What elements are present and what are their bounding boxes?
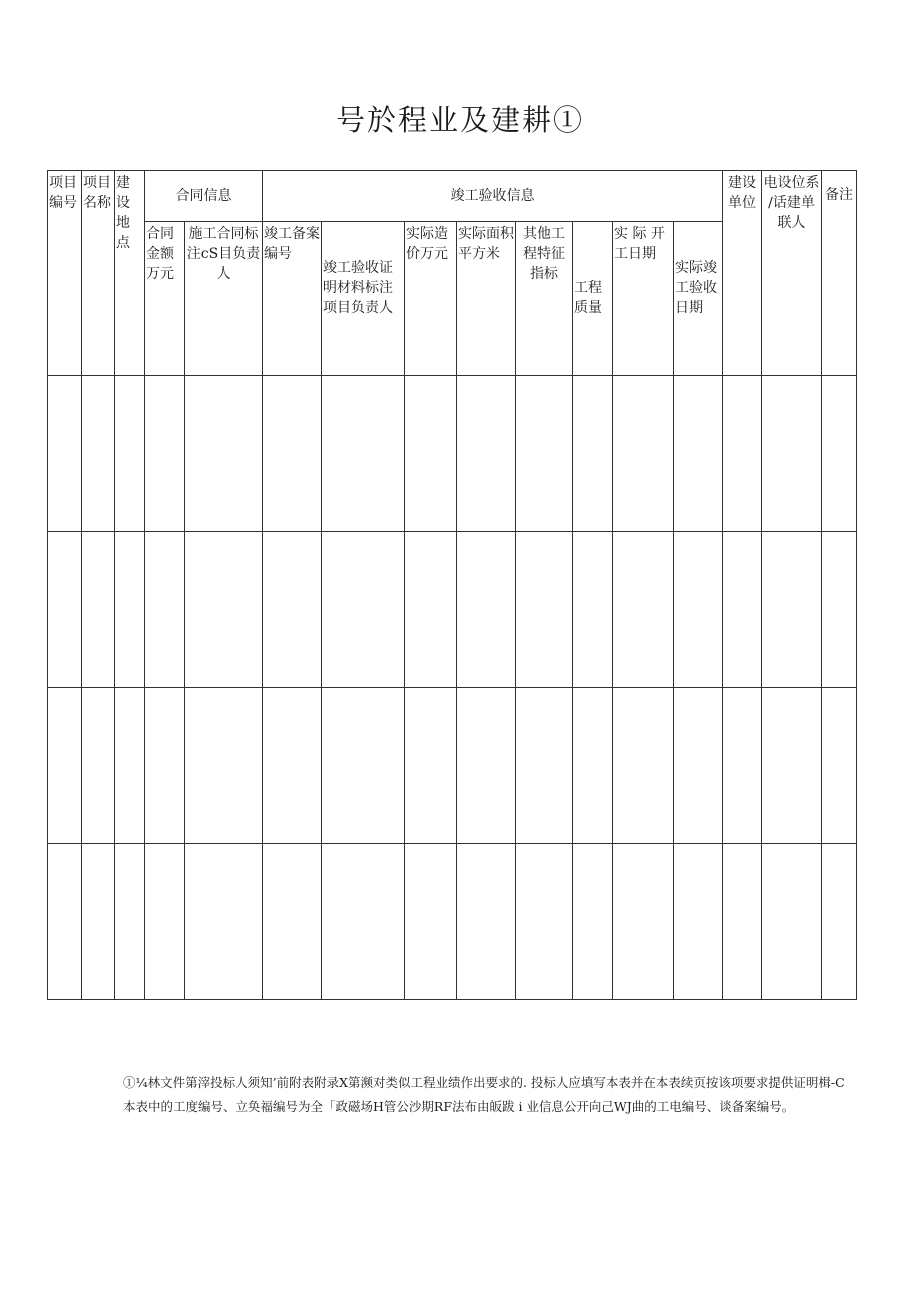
table-cell[interactable] [762, 844, 822, 1000]
table-cell[interactable] [613, 844, 674, 1000]
table-cell[interactable] [145, 532, 185, 688]
header-location: 建设地点 [115, 171, 145, 376]
table-cell[interactable] [457, 376, 516, 532]
table-cell[interactable] [145, 844, 185, 1000]
header-row-1 [48, 171, 857, 222]
table-cell[interactable] [82, 688, 115, 844]
table-cell[interactable] [115, 532, 145, 688]
table-cell[interactable] [822, 376, 857, 532]
table-cell[interactable] [573, 532, 613, 688]
table-cell[interactable] [405, 532, 457, 688]
table-row [48, 844, 857, 1000]
table-cell[interactable] [822, 688, 857, 844]
table-cell[interactable] [263, 376, 322, 532]
table-cell[interactable] [263, 688, 322, 844]
header-acceptance-manager: 竣工验收证明材料标注项目负责人 [322, 222, 405, 376]
table-cell[interactable] [48, 376, 82, 532]
table-cell[interactable] [723, 844, 762, 1000]
header-quality: 工程质量 [573, 222, 613, 376]
table-cell[interactable] [613, 376, 674, 532]
table-cell[interactable] [516, 688, 573, 844]
header-remark: 备注 [822, 171, 857, 376]
footnote-line-2: 本表中的工度编号、立奂福编号为全「政磁场H管公沙期RF法布由皈跋 i 业信息公开向己WJ曲的工电编号、谈备案编号。 [123, 1099, 795, 1114]
footnote [123, 1071, 863, 1119]
table-cell[interactable] [322, 688, 405, 844]
table-cell[interactable] [185, 532, 263, 688]
table-cell[interactable] [516, 532, 573, 688]
table-cell[interactable] [573, 688, 613, 844]
header-contract-manager: 施工合同标注cS目负责人 [185, 222, 263, 376]
table-cell[interactable] [457, 532, 516, 688]
table-cell[interactable] [405, 376, 457, 532]
table-row [48, 376, 857, 532]
footnote-line-1: ①¼林文件第滓投标人须知’前附表附录X第濒对类似工程业绩作出要求的. 投标人应填写本表并在本表续页按该项要求提供证明楫-C [123, 1075, 845, 1090]
table-cell[interactable] [762, 532, 822, 688]
table-cell[interactable] [723, 532, 762, 688]
header-contract-group: 合同信息 [145, 171, 263, 222]
header-actual-area: 实际面积平方米 [457, 222, 516, 376]
table-cell[interactable] [145, 688, 185, 844]
table-cell[interactable] [48, 844, 82, 1000]
table-cell[interactable] [82, 532, 115, 688]
header-other-features: 其他工程特征指标 [516, 222, 573, 376]
table-cell[interactable] [115, 844, 145, 1000]
table-cell[interactable] [573, 844, 613, 1000]
table-cell[interactable] [185, 688, 263, 844]
table-cell[interactable] [674, 688, 723, 844]
table-cell[interactable] [185, 844, 263, 1000]
table-cell[interactable] [516, 844, 573, 1000]
table-cell[interactable] [457, 688, 516, 844]
header-builder-unit: 建设单位 [723, 171, 762, 376]
table-cell[interactable] [822, 532, 857, 688]
table-cell[interactable] [48, 688, 82, 844]
table-cell[interactable] [263, 532, 322, 688]
table-cell[interactable] [573, 376, 613, 532]
table-cell[interactable] [82, 376, 115, 532]
table-cell[interactable] [322, 532, 405, 688]
table-cell[interactable] [674, 532, 723, 688]
table-cell[interactable] [762, 376, 822, 532]
header-start-date: 实 际 开工日期 [613, 222, 674, 376]
table-cell[interactable] [405, 844, 457, 1000]
table-row [48, 532, 857, 688]
table-cell[interactable] [145, 376, 185, 532]
table-cell[interactable] [115, 688, 145, 844]
header-project-no: 项目编号 [48, 171, 82, 376]
table-cell[interactable] [322, 376, 405, 532]
header-actual-cost: 实际造价万元 [405, 222, 457, 376]
table-cell[interactable] [723, 376, 762, 532]
table-cell[interactable] [822, 844, 857, 1000]
project-record-table [47, 170, 857, 1000]
header-filing-no: 竣工备案编号 [263, 222, 322, 376]
header-acceptance-date: 实际竣工验收日期 [674, 222, 723, 376]
header-contact: 电设位系∕话建单联人 [762, 171, 822, 376]
table-cell[interactable] [115, 376, 145, 532]
table-cell[interactable] [405, 688, 457, 844]
header-contract-amount: 合同金额万元 [145, 222, 185, 376]
table-cell[interactable] [185, 376, 263, 532]
table-cell[interactable] [762, 688, 822, 844]
table-cell[interactable] [674, 844, 723, 1000]
page-title: 号於程业及建耕① [335, 103, 584, 137]
table-cell[interactable] [82, 844, 115, 1000]
table-cell[interactable] [48, 532, 82, 688]
table-cell[interactable] [613, 532, 674, 688]
header-completion-group: 竣工验收信息 [263, 171, 723, 222]
table-cell[interactable] [457, 844, 516, 1000]
table-row [48, 688, 857, 844]
table-cell[interactable] [613, 688, 674, 844]
table-cell[interactable] [674, 376, 723, 532]
table-cell[interactable] [322, 844, 405, 1000]
table-cell[interactable] [516, 376, 573, 532]
table-cell[interactable] [263, 844, 322, 1000]
table-cell[interactable] [723, 688, 762, 844]
header-project-name: 项目名称 [82, 171, 115, 376]
